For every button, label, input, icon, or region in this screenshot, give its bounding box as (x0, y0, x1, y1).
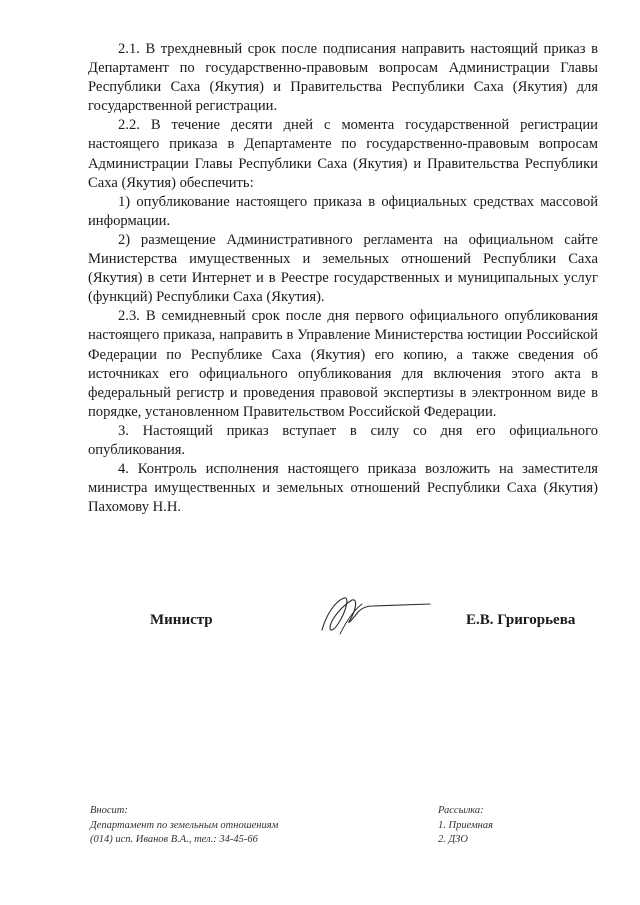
paragraph-4: 4. Контроль исполнения настоящего приказа возложить на заместителя министра имущественных и земельных отношений Республики Саха (Якутия) Пахомову Н.Н. (88, 461, 598, 516)
signature-block (0, 590, 640, 640)
paragraph-2-2-item-1: 1) опубликование настоящего приказа в официальных средствах массовой информации. (88, 193, 598, 229)
paragraph-2-2-item-2: 2) размещение Административного регламента на официальном сайте Министерства имущественных и земельных отношений Республики Саха (Якутия) в сети Интернет и в Реестре государственных и муниципальных услуг (функций) Республики Саха (Якутия). (88, 231, 598, 306)
handwritten-signature (300, 590, 440, 638)
footer-distribution-item: 2. ДЗО (438, 834, 468, 845)
footer-submitted-label: Вносит: (90, 805, 128, 816)
paragraph-2-1: 2.1. В трехдневный срок после подписания направить настоящий приказ в Департамент по государственно-правовым вопросам Администрации Главы Республики Саха (Якутия) и Правительства Республики Саха (Якутия) для государственной регистрации. (88, 41, 598, 115)
footer-department: Департамент по земельным отношениям (90, 819, 279, 831)
footer-executor: (014) исп. Иванов В.А., тел.: 34-45-66 (90, 834, 258, 845)
footer-distribution (438, 804, 578, 848)
paragraph-3: 3. Настоящий приказ вступает в силу со дня его официального опубликования. (88, 422, 598, 458)
footer-submitted-by (90, 804, 350, 848)
paragraph-2-2: 2.2. В течение десяти дней с момента государственной регистрации настоящего приказа в Департаменте по государственно-правовым вопросам Администрации Главы Республики Саха (Якутия) и Правительства Республики Саха (Якутия) обеспечить: (88, 117, 598, 191)
footer-distribution-item: 1. Приемная (438, 819, 494, 831)
signatory-title: Министр (150, 612, 213, 628)
paragraph-2-3: 2.3. В семидневный срок после дня первого официального опубликования настоящего приказа, направить в Управление Министерства юстиции Российской Федерации по Республике Саха (Якутия) его копию, а также сведения об источниках его официального опубликования для включения этого акта в федеральный регистр и проведения правовой экспертизы в электронном виде в порядке, установленном Правительством Российской Федерации. (88, 308, 598, 420)
signatory-name: Е.В. Григорьева (466, 612, 576, 628)
order-body (88, 40, 598, 517)
footer-distribution-label: Рассылка: (438, 805, 484, 816)
